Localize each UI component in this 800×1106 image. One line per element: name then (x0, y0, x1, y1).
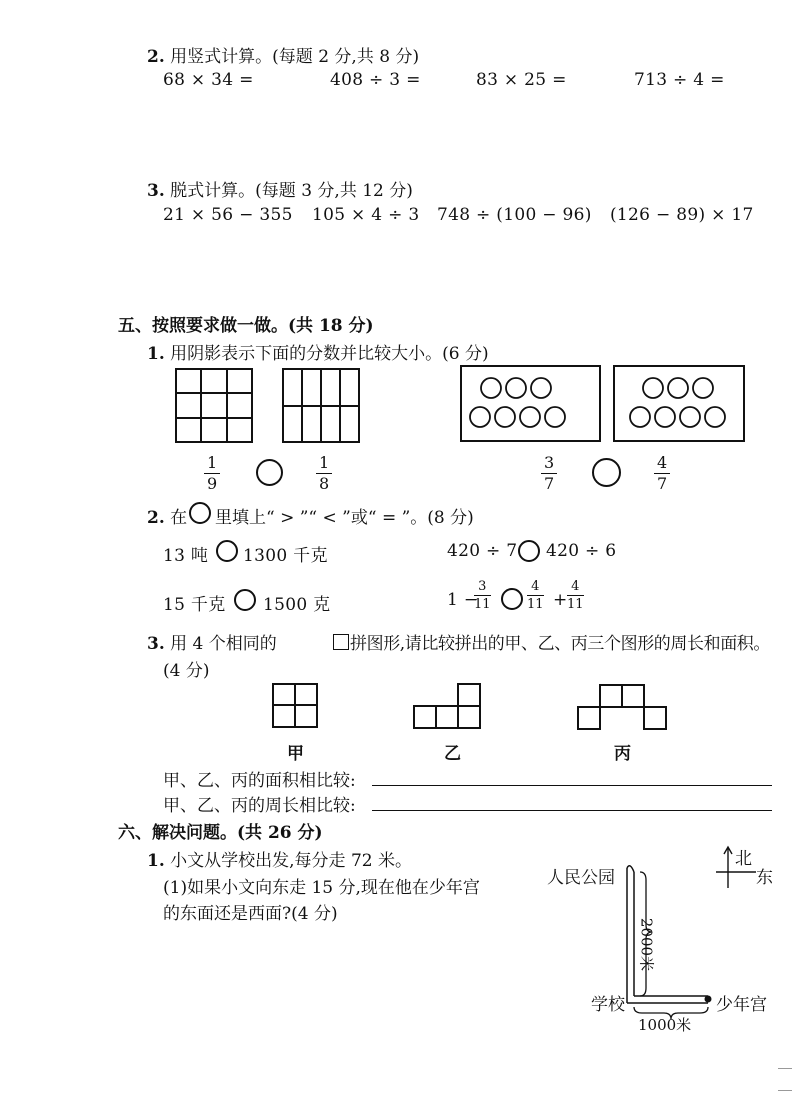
s5-p3-title-post: 拼图形,请比较拼出的甲、乙、丙三个图形的周长和面积。 (350, 634, 771, 654)
s6-p1-number: 1. (147, 851, 165, 871)
compare-4-lead: 1 − (447, 590, 479, 610)
margin-tick (778, 1090, 792, 1091)
fraction-numerator: 1 (207, 453, 218, 472)
fraction-numerator: 4 (571, 579, 580, 594)
q3-expr-2: 105 × 4 ÷ 3 (312, 205, 420, 225)
map-vertical-distance: 2000米 (637, 917, 656, 972)
q3-expr-3: 748 ÷ (100 − 96) (437, 205, 592, 225)
compare-1-right: 1300 千克 (243, 546, 328, 566)
s6-p1-title-text: 小文从学校出发,每分走 72 米。 (170, 851, 412, 871)
s5-p3-title-text: 用 4 个相同的 (170, 634, 277, 654)
plus-sign: + (553, 590, 568, 610)
fraction-numerator: 1 (319, 453, 330, 472)
s6-p1-sub1-line2: 的东面还是西面?(4 分) (163, 904, 338, 924)
compare-3-left: 15 千克 (163, 595, 226, 615)
label-yi: 乙 (444, 744, 461, 764)
compare-1-left: 13 吨 (163, 546, 209, 566)
s5-p3-score: (4 分) (163, 661, 210, 681)
section6-title: 六、解决问题。(共 26 分) (118, 823, 323, 843)
s5-p2-title-pre: 在 (170, 508, 188, 528)
fraction-numerator: 4 (657, 453, 668, 472)
section5-title: 五、按照要求做一做。(共 18 分) (118, 316, 374, 336)
fraction-denominator: 7 (657, 474, 668, 493)
q2-number: 2. (147, 47, 165, 67)
s5-p3-number: 3. (147, 634, 165, 654)
fraction-denominator: 8 (319, 474, 330, 493)
q3-expr-4: (126 − 89) × 17 (610, 205, 754, 225)
fraction-numerator: 3 (478, 579, 487, 594)
s5-p2-number: 2. (147, 508, 165, 528)
s6-p1-sub1-line1: (1)如果小文向东走 15 分,现在他在少年宫 (163, 878, 480, 898)
fraction-denominator: 11 (527, 597, 544, 612)
fraction-numerator: 4 (531, 579, 540, 594)
compare-2-left: 420 ÷ 7 (447, 541, 518, 561)
q3-number: 3. (147, 181, 165, 201)
compass-north-label: 北 (735, 849, 752, 869)
s5-p1-title-text: 用阴影表示下面的分数并比较大小。(6 分) (170, 344, 489, 364)
fraction-denominator: 7 (544, 474, 555, 493)
q2-expr-2: 408 ÷ 3 = (330, 70, 421, 90)
q2-title-text: 用竖式计算。(每题 2 分,共 8 分) (170, 47, 420, 67)
label-jia: 甲 (287, 744, 304, 764)
q3-title-text: 脱式计算。(每题 3 分,共 12 分) (170, 181, 413, 201)
q3-expr-1: 21 × 56 − 355 (163, 205, 293, 225)
map-label-park: 人民公园 (547, 868, 615, 888)
map-label-palace: 少年宫 (716, 995, 767, 1015)
compass-east-label: 东 (756, 868, 773, 888)
map-horizontal-distance: 1000米 (638, 1016, 692, 1034)
q2-expr-4: 713 ÷ 4 = (634, 70, 725, 90)
perimeter-compare-label: 甲、乙、丙的周长相比较: (163, 796, 356, 816)
margin-tick (778, 1068, 792, 1069)
fraction-denominator: 11 (567, 597, 584, 612)
map-label-school: 学校 (591, 995, 625, 1015)
palace-dot (705, 996, 712, 1003)
area-compare-label: 甲、乙、丙的面积相比较: (163, 771, 356, 791)
label-bing: 丙 (614, 744, 631, 764)
fraction-denominator: 9 (207, 474, 218, 493)
s5-p2-title-post: 里填上“ > ”“ < ”或“ = ”。(8 分) (215, 508, 474, 528)
compare-2-right: 420 ÷ 6 (546, 541, 617, 561)
compare-3-right: 1500 克 (263, 595, 331, 615)
q2-expr-3: 83 × 25 = (476, 70, 567, 90)
fraction-denominator: 11 (474, 597, 491, 612)
s5-p1-number: 1. (147, 344, 165, 364)
fraction-numerator: 3 (544, 453, 555, 472)
q2-expr-1: 68 × 34 = (163, 70, 254, 90)
